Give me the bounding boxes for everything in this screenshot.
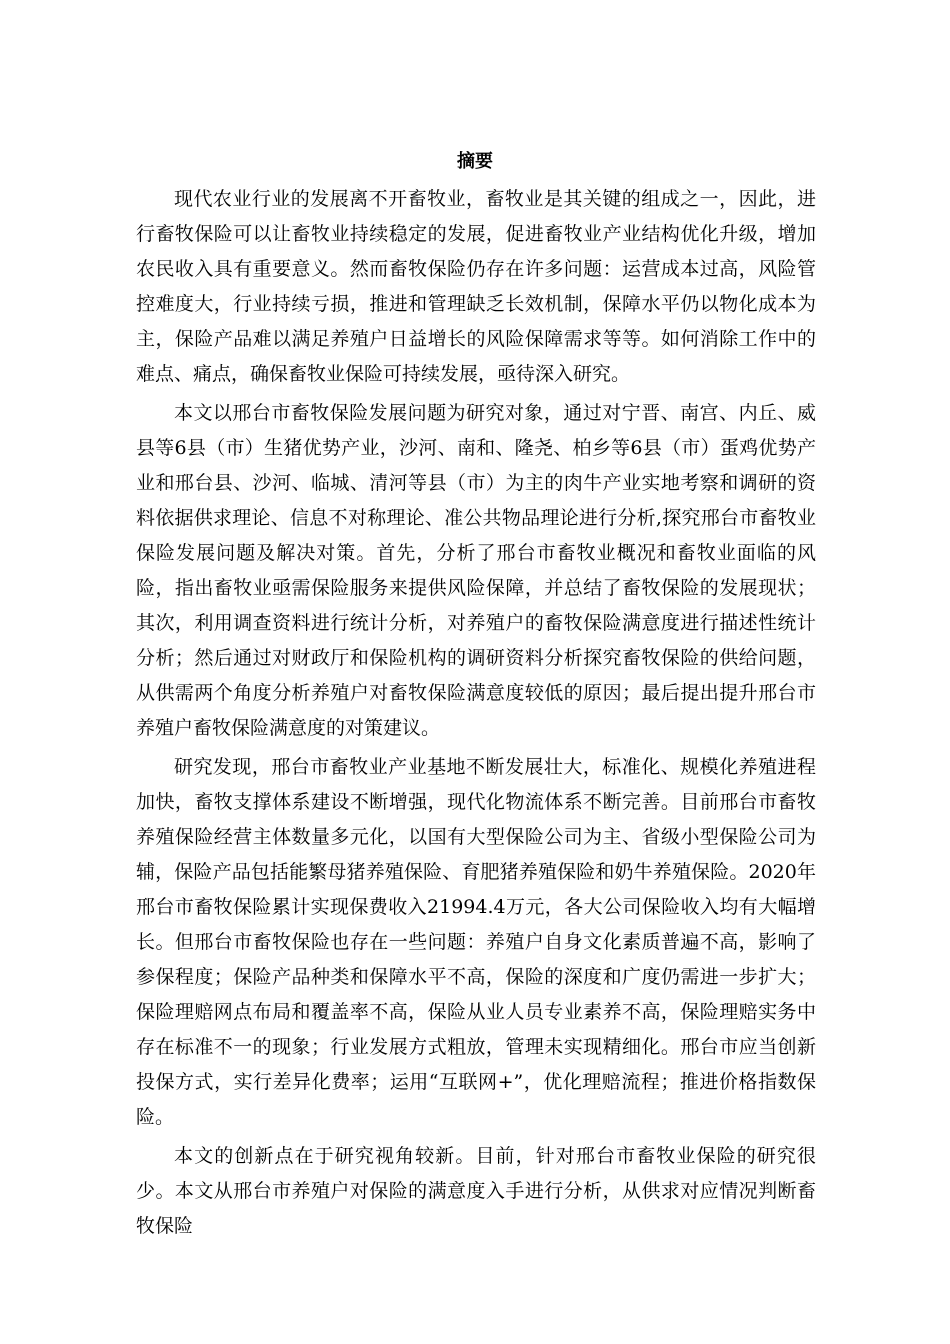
paragraph-3: 研究发现，邢台市畜牧业产业基地不断发展壮大，标准化、规模化养殖进程加快，畜牧支撑体系建设不断增强，现代化物流体系不断完善。目前邢台市畜牧养殖保险经营主体数量多元化，以国有大型保险公司为主、省级小型保险公司为辅，保险产品包括能繁母猪养殖保险、育肥猪养殖保险和奶牛养殖保险。2020年邢台市畜牧保险累计实现保费收入21994.4万元，各大公司保险收入均有大幅增长。但邢台市畜牧保险也存在一些问题：养殖户自身文化素质普遍不高，影响了参保程度；保险产品种类和保障水平不高，保险的深度和广度仍需进一步扩大；保险理赔网点布局和覆盖率不高，保险从业人员专业素养不高，保险理赔实务中存在标准不一的现象；行业发展方式粗放，管理未实现精细化。邢台市应当创新投保方式，实行差异化费率；运用“互联网+”，优化理赔流程；推进价格指数保险。: [136, 756, 816, 1128]
paragraph-4: 本文的创新点在于研究视角较新。目前，针对邢台市畜牧业保险的研究很少。本文从邢台市养殖户对保险的满意度入手进行分析，从供求对应情况判断畜牧保险: [136, 1145, 816, 1237]
paragraph-2: 本文以邢台市畜牧保险发展问题为研究对象，通过对宁晋、南宫、内丘、威县等6县（市）生猪优势产业，沙河、南和、隆尧、柏乡等6县（市）蛋鸡优势产业和邢台县、沙河、临城、清河等县（市）为主的肉牛产业实地考察和调研的资料依据供求理论、信息不对称理论、准公共物品理论进行分析,探究邢台市畜牧业保险发展问题及解决对策。首先，分析了邢台市畜牧业概况和畜牧业面临的风险，指出畜牧业亟需保险服务来提供风险保障，并总结了畜牧保险的发展现状；其次，利用调查资料进行统计分析，对养殖户的畜牧保险满意度进行描述性统计分析；然后通过对财政厅和保险机构的调研资料分析探究畜牧保险的供给问题，从供需两个角度分析养殖户对畜牧保险满意度较低的原因；最后提出提升邢台市养殖户畜牧保险满意度的对策建议。: [136, 402, 816, 739]
abstract-body: [136, 182, 816, 1248]
page-title: 摘要: [457, 151, 493, 172]
paragraph-1: 现代农业行业的发展离不开畜牧业，畜牧业是其关键的组成之一，因此，进行畜牧保险可以让畜牧业持续稳定的发展，促进畜牧业产业结构优化升级，增加农民收入具有重要意义。然而畜牧保险仍存在许多问题：运营成本过高，风险管控难度大，行业持续亏损，推进和管理缺乏长效机制，保障水平仍以物化成本为主，保险产品难以满足养殖户日益增长的风险保障需求等等。如何消除工作中的难点、痛点，确保畜牧业保险可持续发展，亟待深入研究。: [136, 188, 816, 385]
